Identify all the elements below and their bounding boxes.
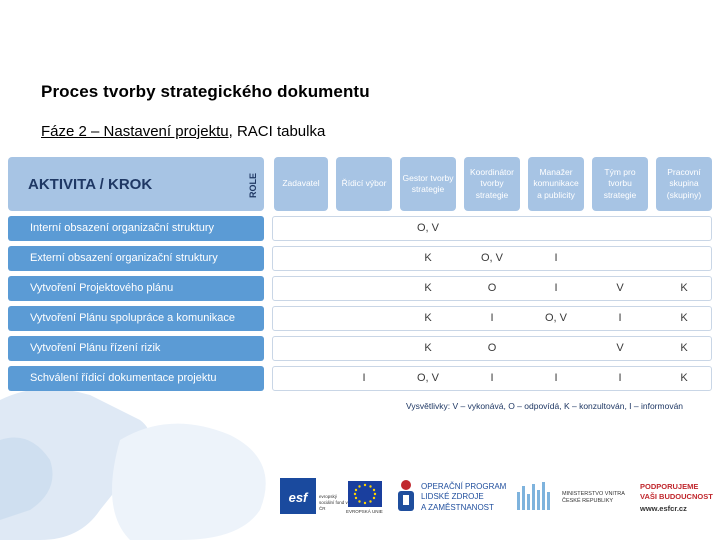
activity-label: Vytvoření Plánu řízení rizik xyxy=(8,336,264,361)
eu-logo-text: EVROPSKÁ UNIE xyxy=(346,509,383,514)
role-header: Řídicí výbor xyxy=(336,157,392,211)
raci-cell: K xyxy=(680,372,688,384)
role-header-label: ROLE xyxy=(248,172,258,198)
raci-cell: K xyxy=(424,312,432,324)
op-people-icon xyxy=(395,479,417,513)
raci-cell: K xyxy=(424,282,432,294)
raci-cell: O, V xyxy=(416,222,439,234)
subtitle-rest: , RACI tabulka xyxy=(228,123,326,140)
raci-cell: O xyxy=(487,282,497,294)
raci-cell: K xyxy=(680,342,688,354)
activity-label: Interní obsazení organizační struktury xyxy=(8,216,264,241)
raci-table xyxy=(8,157,712,411)
raci-cell: O, V xyxy=(416,372,439,384)
raci-cell: I xyxy=(618,312,622,324)
raci-cell: I xyxy=(554,282,558,294)
role-header: Manažer komunikace a publicity xyxy=(528,157,584,211)
activity-label: Schválení řídicí dokumentace projektu xyxy=(8,366,264,391)
activity-label: Externí obsazení organizační struktury xyxy=(8,246,264,271)
logo-bar xyxy=(280,478,720,518)
role-header: Gestor tvorby strategie xyxy=(400,157,456,211)
raci-cell: O, V xyxy=(544,312,567,324)
raci-cell: K xyxy=(680,312,688,324)
eu-flag-icon xyxy=(348,481,382,507)
esf-logo: esf xyxy=(280,478,316,514)
table-legend: Vysvětlivky: V – vykonává, O – odpovídá, K – konzultován, I – informován xyxy=(406,401,684,411)
raci-cell: O xyxy=(487,342,497,354)
raci-cell: I xyxy=(554,252,558,264)
raci-cell: O, V xyxy=(480,252,503,264)
role-header: Tým pro tvorbu strategie xyxy=(592,157,648,211)
table-header-activity xyxy=(8,157,264,211)
activity-label: Vytvoření Plánu spolupráce a komunikace xyxy=(8,306,264,331)
ministry-logo-text: MINISTERSTVO VNITRA ČESKÉ REPUBLIKY xyxy=(562,491,625,505)
page-title: Proces tvorby strategického dokumentu xyxy=(41,82,370,101)
esf-logo-text: evropský sociální fond v ČR xyxy=(319,494,348,511)
role-header: Koordinátor tvorby strategie xyxy=(464,157,520,211)
raci-cell: I xyxy=(490,312,494,324)
table-row xyxy=(272,216,712,241)
raci-cell: I xyxy=(490,372,494,384)
raci-cell: K xyxy=(424,252,432,264)
support-website: www.esfcr.cz xyxy=(640,504,687,513)
activity-header-label: AKTIVITA / KROK xyxy=(28,176,153,193)
background-decoration xyxy=(0,380,300,540)
raci-cell: I xyxy=(618,372,622,384)
role-header: Zadavatel xyxy=(274,157,328,211)
raci-cell: I xyxy=(362,372,366,384)
ministry-logo-icon xyxy=(516,480,554,512)
raci-cell: V xyxy=(616,342,624,354)
raci-cell: V xyxy=(616,282,624,294)
raci-cell: K xyxy=(680,282,688,294)
op-logo-text: OPERAČNÍ PROGRAM LIDSKÉ ZDROJE A ZAMĚSTNANOST xyxy=(421,482,507,512)
activity-label: Vytvoření Projektového plánu xyxy=(8,276,264,301)
raci-cell: I xyxy=(554,372,558,384)
support-slogan: PODPORUJEME VAŠI BUDOUCNOST xyxy=(640,482,713,501)
role-header: Pracovní skupina (skupiny) xyxy=(656,157,712,211)
raci-cell: K xyxy=(424,342,432,354)
subtitle-phase: Fáze 2 – Nastavení projektu xyxy=(41,123,229,140)
page-subtitle xyxy=(41,123,325,140)
